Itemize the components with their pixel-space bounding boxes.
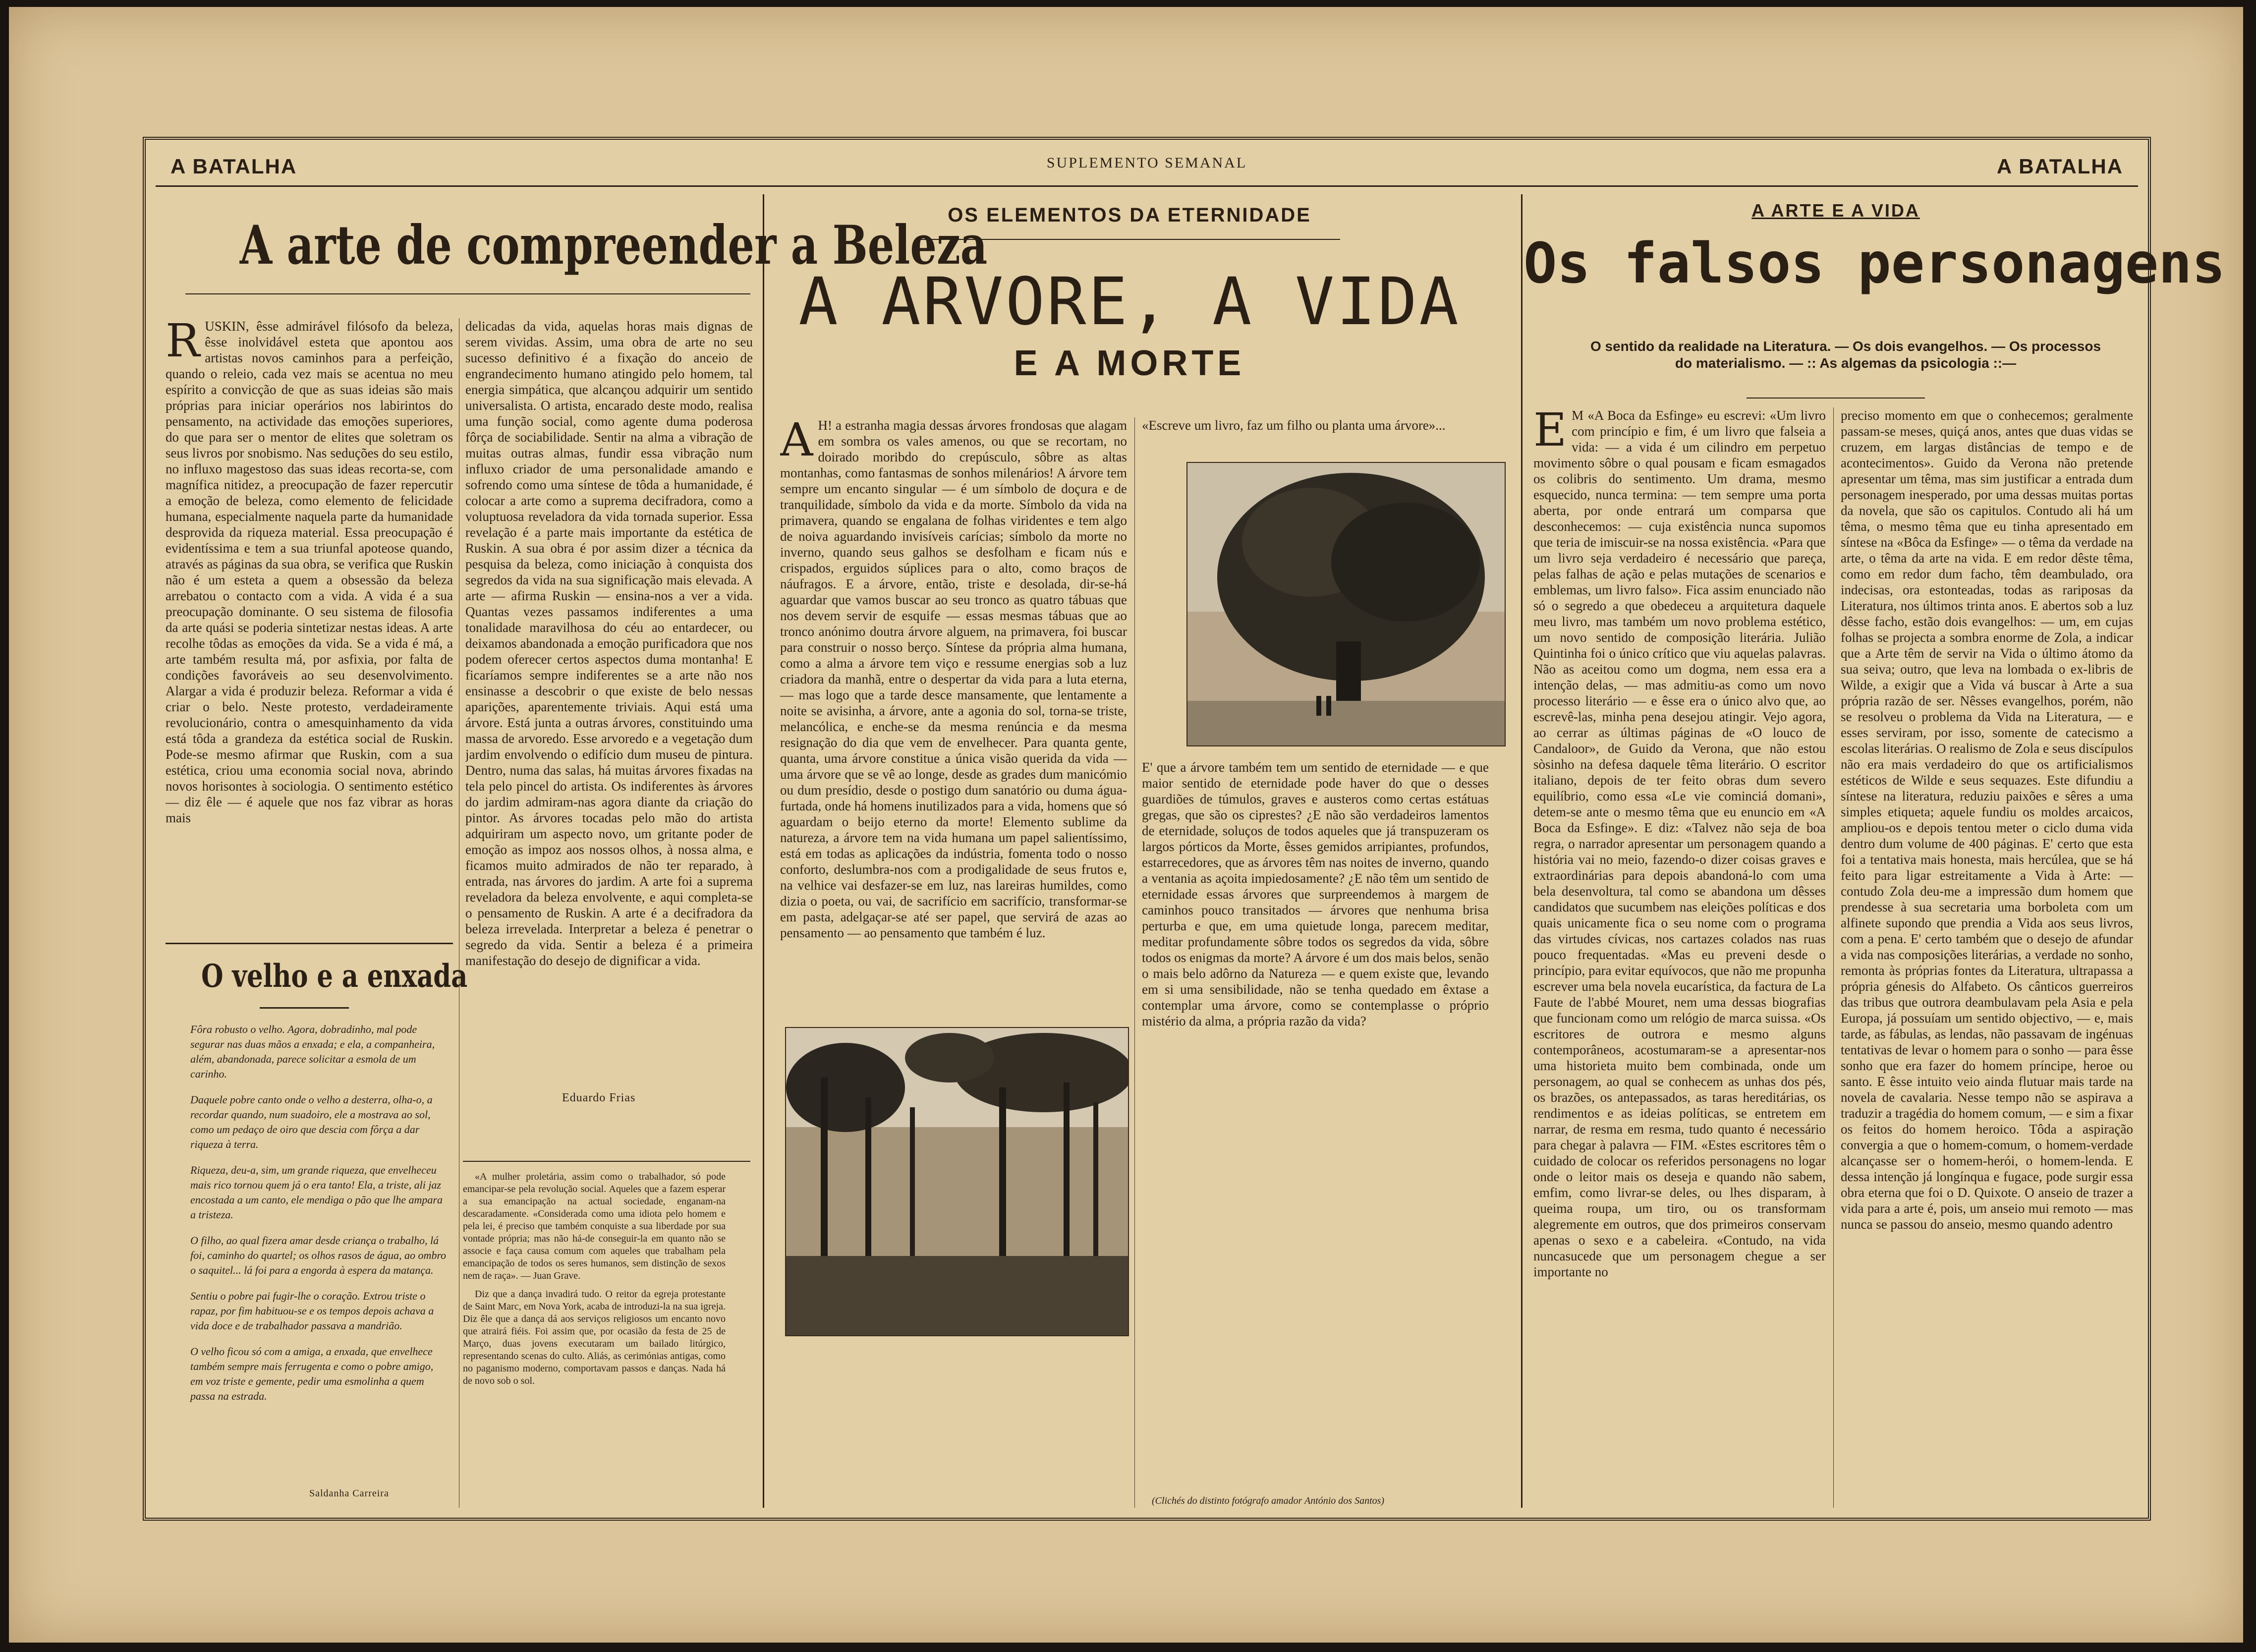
column-divider — [1134, 417, 1135, 1508]
section-rule — [463, 1161, 750, 1162]
kicker-rule — [919, 239, 1340, 240]
article-column — [1841, 407, 2133, 1513]
note-text: «A mulher proletária, assim como o trabalhador, só pode emancipar-se pela revolução social. Aqueles que a fazem esperar a sua emancipação na actual sociedade, enganam-na descaradamente. «Considerada como uma idiota pelo homem e pela lei, é preciso que também conquiste a sua liberdade por sua vontade própria; mas não há-de conseguir-la em quanto não se associe e faça causa comum com aqueles que trabalham pela emancipação de todos os seres humanos, sem distinção de sexos nem de raça». — Juan Grave. — [463, 1171, 726, 1281]
article-column — [1533, 407, 1826, 1513]
forest-photo — [785, 1027, 1129, 1336]
article-title: Os falsos personagens — [1523, 231, 2226, 296]
article-text: delicadas da vida, aquelas horas mais dignas de serem vividas. Assim, uma obra de arte no seu sucesso definitivo é a fixação do anceio de engrandecimento humano atingido pelo homem, tal energia simpática, que alcançou adquirir um sentido universalista. O artista, encarado deste modo, realisa uma função social, como agente duma poderosa fôrça de sociabilidade. Sentir na alma a vibração de muitas outras almas, fundir essa vibração num influxo criador de uma personalidade amando e sofrendo como uma síntese de tôda a humanidade, é colocar a arte como a suprema decifradora, como a voluptuosa reveladora da vida tornada superior. Essa revelação é a parte mais importante da estética de Ruskin. A sua obra é por assim dizer a técnica da pesquisa da beleza, como iniciação à conquista dos segredos da vida na sua significação mais elevada. A arte — afirma Ruskin — ensina-nos a ver a vida. Quantas vezes passamos indiferentes a uma tonalidade maravilhosa do céu ao entardecer, ou deixamos abandonada a emoção purificadora que nos podem oferecer certos aspectos duma montanha! E ficaríamos sempre indiferentes se a arte não nos ensinasse a descobrir o que existe de belo nessas aparições, aparentemente triviais. Aqui está uma árvore. Está junta a outras árvores, constituindo uma massa de arvoredo. Esse arvoredo e a vegetação dum jardim envolvendo o edifício dum museu de pintura. Dentro, numa das salas, há muitas árvores fixadas na tela pelo pincel do artista. Os indiferentes às árvores do jardim admiram-nas agora diante da criação do pintor. As árvores tocadas pelo mão do artista adquiriram um aspecto novo, um gritante poder de emoção as impoz aos nossos olhos, à nossa alma, e ficamos muito admirados de não ter reparado, à entrada, nas árvores do jardim. A arte foi a suprema reveladora da beleza envolvente, e aqui completa-se o pensamento de Ruskin. A arte é a decifradora da beleza irrevelada. Interpretar a beleza é penetrar o segredo da vida. Sentir a beleza é a primeira manifestação do desejo de dignificar a vida. — [465, 319, 753, 968]
article-column — [465, 318, 753, 1091]
photo-caption: (Clichés do distinto fotógrafo amador António dos Santos) — [1152, 1495, 1385, 1506]
masthead-center: SUPLEMENTO SEMANAL — [1046, 155, 1247, 171]
page-frame — [143, 137, 2226, 1521]
poem-stanza: Sentiu o pobre pai fugir-lhe o coração. Extrou triste o rapaz, por fim habituou-se e os tempos depois achava a vida doce e de trabalhador passava a mandrião. — [190, 1290, 434, 1332]
drop-cap: E — [1533, 407, 1567, 456]
poem — [190, 1022, 448, 1415]
article-column — [1142, 759, 1489, 1518]
newspaper-sheet — [9, 7, 2243, 1643]
tree-photo — [1186, 462, 1506, 746]
quote-text: «Escreve um livro, faz um filho ou planta uma árvore»... — [1142, 418, 1446, 433]
article-text: M «A Boca da Esfinge» eu escrevi: «Um livro com princípio e fim, é um livro que falseia a vida: — a vida é um cilindro em perpetuo movimento sôbre o qual pousam e ficam esmagados os colibris do sentimento. Um drama, mesmo esquecido, nunca termina: — tem sempre uma porta aberta, por onde entrará um comparsa que desconhecemos: — cuja existência nunca supomos que teria de imiscuir-se na nossa existência. «Para que um livro seja verdadeiro é necessário que pareça, pelas falhas de ação e pelas mutações de scenarios e emblemas, um livro falso». Fica assim enunciado não só o segredo a que obedeceu a arquitetura daquele meu livro, mas também um novo problema estético, um novo sentido de composição literária. Julião Quintinha foi o único crítico que viu aquelas palavras. Não as aceitou como um dogma, nem essa era a intenção delas, — mas admitiu-as como um novo processo literário — e êsse era o único alvo que, ao escrevê-las, minha pena desejou atingir. Vejo agora, ao cerrar as últimas páginas de «O louco de Candaloor», de Guido da Verona, que não estou sòsinho na defesa daquele têma literário. O escritor italiano, depois de ter feito obras dum severo equilíbrio, como essa «Le vie cominciá domani», detem-se ante o mesmo têma que eu enuncio em «A Boca da Esfinge». E diz: «Talvez não seja de boa regra, o narrador apresentar um personagem quando a história vai no meio, fazendo-o dizer coisas graves e extraordinárias para depois abandoná-lo com uma bela desenvoltura, tal como se abandona um dêsses candidatos que sucumbem nas eleições políticas e dos quais unicamente fica o seu nome com o programa das virtudes cívicas, nos cartazes colados nas ruas pouco frequentadas. «Mas eu preveni desde o princípio, para evitar equívocos, que não me propunha escrever uma bela novela eucarística, da factura de La Faute de l'abbé Mouret, nem uma dessas biografias que funcionam como um relógio de marca suissa. «Os escritores de outrora e mesmo alguns contemporâneos, acostumaram-se a apresentar-nos uma historieta muito bem combinada, onde um personagem, ao qual se conhecem as unhas dos pés, os brazões, os antepassados, as taras hereditárias, os rendimentos e as ideias políticas, se entretem em narrar, de resma em resma, tudo quanto é necessário para chegar à palavra — FIM. «Estes escritores têm o cuidado de colocar os referidos personagens no logar onde o leitor mais os deseja e quando não sabem, emfim, como livrar-se deles, ou lhes disparam, à queima roupa, um tiro, ou os transformam alegremente em outros, que dos primeiros conservam apenas o sexo e a cabeleira. «Contudo, na vida nuncasucede que um personagem chegue a ser importante no — [1533, 408, 1826, 1279]
masthead-right: A BATALHA — [1996, 155, 2123, 178]
section-kicker: A ARTE E A VIDA — [1751, 200, 1920, 221]
article-text: USKIN, êsse admirável filósofo da beleza, êsse inolvidável esteta que apontou aos artistas novos caminhos para a perfeição, quando o releio, cada vez mais se acentua no meu espírito a convicção de que as suas ideias são mais próprias para iniciar operários nos labirintos do pensamento, na actividade das emoções superiores, do que para ser o mentor de elites que soletram os seus livros por snobismo. Nas seduções do seu estilo, no influxo magestoso das suas ideas recorta-se, com magnífica nitidez, a preocupação de fazer repercutir a emoção de beleza, como elemento de felicidade humana, especialmente naquela parte da humanidade desprovida da riqueza material. Essa preocupação é evidentíssima e tem a sua triunfal apoteose quando, através as páginas da sua obra, se verifica que Ruskin não é um esteta a quem a obsessão da beleza arrebatou o contacto com a vida. A vida é a sua preocupação dominante. O seu sistema de filosofia da arte quási se poderia sintetizar nestas ideas. A arte recolhe tôdas as emoções da vida. Se a vida é má, a arte também resulta má, por asfixia, por falta de condições favoráveis ao seu desenvolvimento. Alargar a vida é produzir beleza. Reformar a vida é criar o belo. Neste protesto, verdadeiramente revolucionário, contra o amesquinhamento da vida está tôda a grandeza da estética social de Ruskin. Pode-se mesmo afirmar que Ruskin, com a sua estética, criou uma economia social nova, abrindo novos horisontes à sociologia. O sentimento estético — diz êle — é aquele que nos faz vibrar as horas mais — [166, 319, 453, 825]
poem-stanza: O velho ficou só com a amiga, a enxada, que envelhece também sempre mais ferrugenta e como o pobre amigo, em voz triste e gemente, pedir uma esmolinha a quem passa na estrada. — [190, 1345, 434, 1402]
note-text: Diz que a dança invadirá tudo. O reitor da egreja protestante de Saint Marc, em Nova York, acaba de introduzi-la na sua igreja. Diz êle que a dança dá aos serviços religiosos um encanto novo que atrairá fiéis. Foi assim que, por ocasião da festa de 25 de Março, duas jovens executaram um bailado litúrgico, representando scenas do culto. Aliás, as cerimónias antigas, como no paganismo moderno, comportavam passos e danças. Nada há de novo sob o sol. — [463, 1289, 726, 1386]
masthead-left: A BATALHA — [170, 155, 297, 178]
poem-stanza: O filho, ao qual fizera amar desde criança o trabalho, lá foi, caminho do quartel; os olhos rasos de água, ao ombro o saquitel... lá foi para a engorda à espera da matança. — [190, 1234, 447, 1276]
box-rule — [166, 943, 453, 944]
article-title: A ARVORE, A VIDA — [798, 264, 1461, 340]
header-rule — [156, 185, 2138, 187]
title-underline — [260, 1007, 349, 1009]
column-divider — [763, 194, 764, 1508]
article-column — [166, 318, 468, 1027]
article-text: preciso momento em que o conhecemos; geralmente passam-se meses, quiçá anos, antes que duas vidas se cruzem, em largas distâncias de tempo e de acontecimentos». Guido da Verona não pretende apresentar um têma, mas sim justificar a entrada dum personagem inesperado, por uma dessas muitas portas da novela, que são os capitulos. Contudo ali há um têma, o mesmo têma que eu tinha apresentado em síntese na «Bôca da Esfinge» — o têma da verdade na arte, o têma da arte na vida. E em redor dêste têma, como em redor dum facho, têm deambulado, ora indecisas, ora estonteadas, todas as rariposas da Literatura, nos últimos trinta anos. E abertos sob a luz dêsse facho, estão dois evangelhos: — um, em cujas folhas se projecta a sombra enorme de Zola, a indicar que a Arte têm de servir na Vida o último átomo da sua seiva; outro, que leva na lombada o ex-libris de Wilde, a exigir que a Vida vá buscar à Arte a sua própria razão de ser. Nêsses evangelhos, porém, não se resolveu o problema da Vida na Literatura, — e esses serviram, por isso, somente de catecismo a escolas literárias. O realismo de Zola e seus discípulos não era mais verdadeiro do que os artificialismos estéticos de Wilde e seus sequazes. Este difundiu a síntese na literatura, reduziu paixões e sêres a uma simples etiqueta; aquele fundiu os moldes arcaicos, ampliou-os e depois tentou meter o ciclo duma vida dentro dum volume de 400 páginas. E' certo que esta foi a tentativa mais honesta, mais hercúlea, que se há feito para ligar estreitamente a Vida à Arte: — contudo Zola deu-me a impressão dum homem que prendesse à sua secretaria uma borboleta com um alfinete supondo que prendia a Vida aos seus livros, com a pena. E' certo também que o desejo de afundar a vida nas composições literárias, a verdade no sonho, remonta às próprias fontes da Literatura, ultrapassa a própria génesis do Alfabeto. Os cânticos guerreiros das tribus que outrora deambulavam pela Asia e pela Europa, já possuíam um sentido objectivo, — e, mais tarde, as fábulas, as lendas, não passavam de ingénuas tentativas de levar o homem para o sonho — para êsse sonho que era fazer do homem príncipe, heroe ou santo. E êsse intuito veio ainda flutuar mais tarde na novela de cavalaria. Nesse tempo não se aspirava a traduzir a tragédia do homem comum, — e sim a fixar os feitos do homem heroico. Tôda a aspiração convergia a que o homem-comum, o homem-verdade alcançasse ser o homem-herói, o homem-lenda. E dessa intenção já longínqua e fugace, pode surgir essa obra eterna que foi o D. Quixote. O anseio de trazer a vida para a arte é, pois, um anseio mui remoto — mas nunca se passou do anseio, mesmo quando adentro — [1841, 408, 2133, 1232]
poem-stanza: Daquele pobre canto onde o velho a desterra, olha-o, a recordar quando, num suadoiro, ele a mostrava ao sol, como um pedaço de oiro que descia com fôrça a dar riqueza à terra. — [190, 1093, 433, 1150]
signature: Saldanha Carreira — [309, 1488, 389, 1499]
article-subtitle: O sentido da realidade na Literatura. — Os dois evangelhos. — Os processos do materialismo. — :: As algemas da psicologia ::— — [1590, 339, 2101, 371]
article-text: E' que a árvore também tem um sentido de eternidade — e que maior sentido de eternidade pode haver do que o desses guardiões de túmulos, graves e austeros como certas estátuas gregas, que são os ciprestes? ¿E não são verdadeiros lamentos de eternidade, soluços de todos aqueles que já transpuzeram os largos pórticos da Morte, êsses gemidos arripiantes, profundos, estarrecedores, que as árvores têm nas noites de inverno, quando a ventania as açoita impiedosamente? ¿E não têm um sentido de eternidade essas árvores que surpreendemos à margem de caminhos pouco transitados — árvores que nenhuma brisa perturba e que, em uma quietude longa, parecem meditar, meditar profundamente sôbre todos os segredos da vida, sôbre todos os enigmas da morte? A árvore é um dos mais belos, senão o mais belo adôrno da Natureza — e quem existe que, levando em si uma sensibilidade, não se tenha quedado em êxtase a contemplar uma árvore, como se contemplasse o próprio mistério da alma, a própria razão da vida? — [1142, 760, 1489, 1028]
section-kicker: OS ELEMENTOS DA ETERNIDADE — [948, 204, 1311, 226]
column-divider — [1521, 194, 1523, 1508]
article-subtitle: E A MORTE — [1014, 343, 1245, 383]
signature: Eduardo Frias — [562, 1091, 636, 1104]
article-text: H! a estranha magia dessas árvores frondosas que alagam em sombra os vales amenos, ou que se recortam, no doirado moribdo do crepúsculo, sôbre as altas montanhas, como fantasmas de sonhos milenários! A árvore tem sempre um encanto singular — é um símbolo de doçura e de tranquilidade, símbolo da vida e da morte. Símbolo da vida na primavera, quando se engalana de folhas viridentes e tem algo de noiva aguardando invisíveis carícias; símbolo da morte no inverno, quando seus galhos se desfolham e ficam nús e crispados, erguidos súplices para o alto, como braços de náufragos. E a árvore, então, triste e desolada, dir-se-há aguardar que vamos buscar ao seu tronco as quatro tábuas que nos devem servir de esquife — essas mesmas tábuas que ao tronco anónimo doutra árvore alguem, na primavera, foi buscar para construir o nosso berço. Síntese da própria alma humana, como a alma a árvore tem viço e ressume energias sob a luz criadora da manhã, entre o despertar da vida para a luta eterna, — mas logo que a tarde desce mansamente, que lentamente a noite se avisinha, a árvore, ante a agonia do sol, torna-se triste, melancólica, e enche-se da mesma renúncia e da mesma resignação do dia que vem de envelhecer. Para quanta gente, quanta, uma árvore constitue a única visão querida da vida — uma árvore que se vê ao longe, desde as grades dum manicómio ou dum presídio, desde o postigo dum sanatório ou duma água-furtada, onde há homens inutilizados para a vida, homens que só aguardam o beijo eterno da morte! Elemento sublime da natureza, a árvore tem na vida humana um papel salientíssimo, está em todas as aplicações da indústria, fomenta todo o nosso conforto, deslumbra-nos com a prodigalidade de seus frutos e, na velhice vai desfazer-se em luz, nas lareiras humildes, como dizia o poeta, ou vai, de sacrifício em sacrifício, transformar-se em pasta, adelgaçar-se até ser papel, que servirá de azas ao pensamento — ao pensamento que também é luz. — [780, 418, 1127, 940]
article-column — [1142, 417, 1489, 462]
poem-title: O velho e a enxada — [201, 958, 468, 995]
article-title: A arte de compreender a Beleza — [239, 214, 988, 277]
drop-cap: A — [780, 417, 813, 466]
title-rule — [1747, 398, 1925, 399]
drop-cap: R — [166, 318, 200, 367]
poem-stanza: Riqueza, deu-a, sim, um grande riqueza, que envelheceu mais rico tornou quem já o era tanto! Ela, a triste, ali jaz encostada a um canto, ele mendiga o pão que lhe ampara a tristeza. — [190, 1164, 443, 1221]
title-rule — [185, 293, 750, 294]
notes — [463, 1171, 726, 1393]
column-divider — [1833, 407, 1834, 1508]
poem-stanza: Fôra robusto o velho. Agora, dobradinho, mal pode segurar nas duas mãos a enxada; e ela, a companheira, além, abandonada, parece solicitar a esmola de um carinho. — [190, 1023, 435, 1080]
